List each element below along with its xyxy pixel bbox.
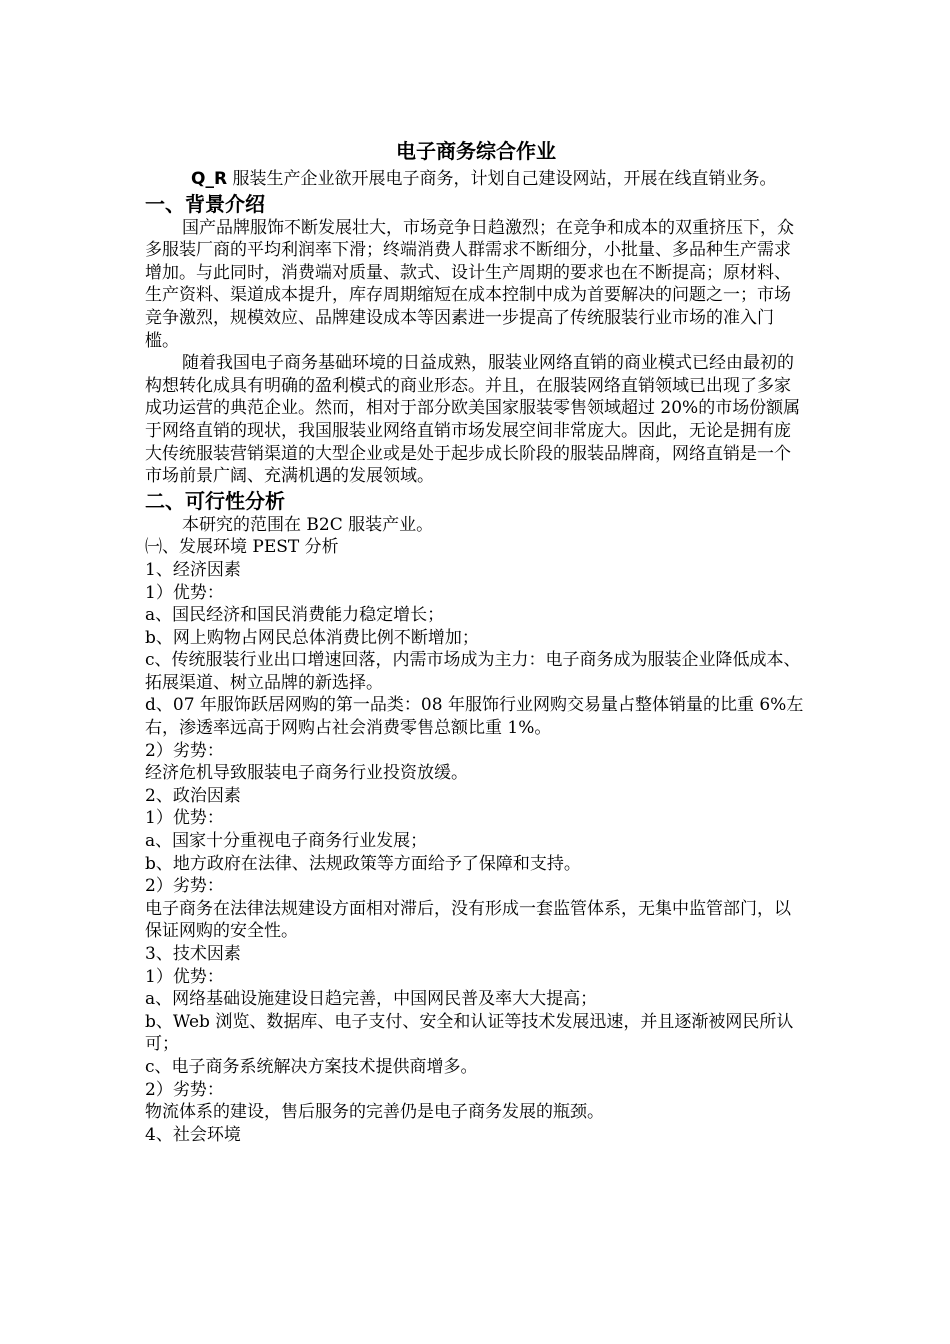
list-item: 电子商务在法律法规建设方面相对滞后，没有形成一套监管体系，无集中监管部门，以保证网购的安全性。 xyxy=(145,898,791,942)
background-paragraph-2: 随着我国电子商务基础环境的日益成熟，服装业网络直销的商业模式已经由最初的构想转化成具有明确的盈利模式的商业形态。并且，在服装网络直销领域已出现了多家成功运营的典范企业。然而，相对于部分欧美国家服装零售领域超过 20%的市场份额属于网络直销的现状，我国服装业网络直销市场发展空间非常庞大。因此，无论是拥有庞大传统服装营销渠道的大型企业或是处于起步成长阶段的服装品牌商，网络直销是一个市场前景广阔、充满机遇的发展领域。 xyxy=(145,353,801,487)
economic-disadvantages-label: 2）劣势： xyxy=(145,740,224,761)
list-item: a、国民经济和国民消费能力稳定增长； xyxy=(145,605,445,626)
list-item: a、网络基础设施建设日趋完善，中国网民普及率大大提高； xyxy=(145,989,598,1010)
document-title: 电子商务综合作业 xyxy=(396,139,556,163)
list-item: a、国家十分重视电子商务行业发展； xyxy=(145,831,428,852)
political-factor-heading: 2、政治因素 xyxy=(145,785,241,806)
background-paragraph-1: 国产品牌服饰不断发展壮大，市场竞争日趋激烈；在竞争和成本的双重挤压下，众多服装厂商的平均利润率下滑；终端消费人群需求不断细分，小批量、多品种生产需求增加。与此同时，消费端对质量、款式、设计生产周期的要求也在不断提高；原材料、生产资料、渠道成本提升，库存周期缩短在成本控制中成为首要解决的问题之一；市场竞争激烈，规模效应、品牌建设成本等因素进一步提高了传统服装行业市场的准入门槛。 xyxy=(145,217,794,351)
political-disadvantages-label: 2）劣势： xyxy=(145,876,224,897)
section-heading-background: 一、背景介绍 xyxy=(145,191,265,216)
pest-heading: ㈠、发展环境 PEST 分析 xyxy=(145,537,339,558)
feasibility-intro: 本研究的范围在 B2C 服装产业。 xyxy=(182,514,434,535)
technology-advantages-label: 1）优势： xyxy=(145,966,224,987)
intro-text: 服装生产企业欲开展电子商务，计划自己建设网站，开展在线直销业务。 xyxy=(232,169,777,189)
technology-disadvantages-label: 2）劣势： xyxy=(145,1079,224,1100)
list-item: b、地方政府在法律、法规政策等方面给予了保障和支持。 xyxy=(145,853,581,874)
list-item: c、传统服装行业出口增速回落，内需市场成为主力：电子商务成为服装企业降低成本、拓展渠道、树立品牌的新选择。 xyxy=(145,650,801,693)
list-item: b、网上购物占网民总体消费比例不断增加； xyxy=(145,627,479,648)
economic-advantages-label: 1）优势： xyxy=(145,582,224,603)
political-advantages-label: 1）优势： xyxy=(145,808,224,829)
list-item: 物流体系的建设，售后服务的完善仍是电子商务发展的瓶颈。 xyxy=(145,1102,604,1123)
technology-factor-heading: 3、技术因素 xyxy=(145,944,241,964)
section-heading-feasibility: 二、可行性分析 xyxy=(145,488,285,513)
brand-name: Q_R xyxy=(191,169,228,189)
document-page xyxy=(145,136,807,1146)
list-item: c、电子商务系统解决方案技术提供商增多。 xyxy=(145,1056,478,1077)
intro-paragraph xyxy=(145,168,807,191)
list-item: d、07 年服饰跃居网购的第一品类：08 年服饰行业网购交易量占整体销量的比重 6%左右，渗透率远高于网购占社会消费零售总额比重 1%。 xyxy=(145,695,804,739)
list-item: b、Web 浏览、数据库、电子支付、安全和认证等技术发展迅速，并且逐渐被网民所认可； xyxy=(145,1011,794,1055)
social-factor-heading: 4、社会环境 xyxy=(145,1124,241,1145)
list-item: 经济危机导致服装电子商务行业投资放缓。 xyxy=(145,763,468,784)
economic-factor-heading: 1、经济因素 xyxy=(145,559,241,580)
